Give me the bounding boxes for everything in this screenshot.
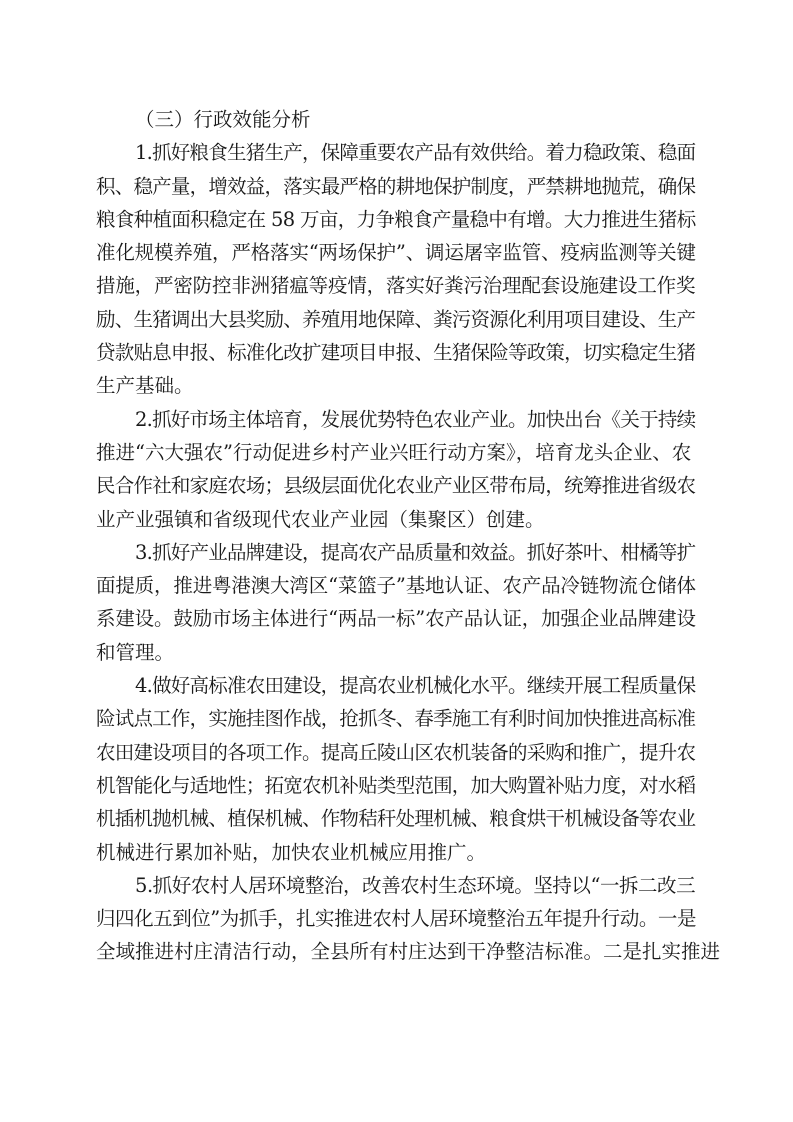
paragraph-line: 措施，严密防控非洲猪瘟等疫情，落实好粪污治理配套设施建设工作奖 [96,274,696,298]
paragraph-list [96,136,721,968]
paragraph-line: 全域推进村庄清洁行动，全县所有村庄达到干净整洁标准。二是扎实推进 [96,940,721,964]
paragraph-line: 民合作社和家庭农场；县级层面优化农业产业区带布局，统筹推进省级农 [96,474,696,498]
paragraph-line: 机智能化与适地性；拓宽农机补贴类型范围，加大购置补贴力度，对水稻 [96,773,696,797]
paragraph-line: 归四化五到位”为抓手，扎实推进农村人居环境整治五年提升行动。一是 [96,907,697,931]
paragraph-line: 和管理。 [96,640,175,664]
paragraph-line: 机插机抛机械、植保机械、作物秸秆处理机械、粮食烘干机械设备等农业 [96,807,696,831]
paragraph-line: 粮食种植面积稳定在 58 万亩，力争粮食产量稳中有增。大力推进生猪标 [96,207,696,231]
body-paragraph [96,403,696,536]
paragraph-line: 1.抓好粮食生猪生产，保障重要农产品有效供给。着力稳政策、稳面 [135,141,696,165]
paragraph-line: 贷款贴息申报、标准化改扩建项目申报、生猪保险等政策，切实稳定生猪 [96,341,696,365]
paragraph-line: 机械进行累加补贴，加快农业机械应用推广。 [96,840,487,864]
body-paragraph [96,136,696,402]
paragraph-line: 积、稳产量，增效益，落实最严格的耕地保护制度，严禁耕地抛荒，确保 [96,174,696,198]
paragraph-line: 5.抓好农村人居环境整治，改善农村生态环境。坚持以“一拆二改三 [135,873,696,897]
paragraph-line: 农田建设项目的各项工作。提高丘陵山区农机装备的采购和推广，提升农 [96,740,696,764]
paragraph-line: 面提质，推进粤港澳大湾区“菜篮子”基地认证、农产品冷链物流仓储体 [96,574,696,598]
paragraph-line: 生产基础。 [96,374,194,398]
body-paragraph [96,869,721,969]
document-body [96,103,721,969]
paragraph-line: 4.做好高标准农田建设，提高农业机械化水平。继续开展工程质量保 [135,674,696,698]
paragraph-line: 险试点工作，实施挂图作战，抢抓冬、春季施工有利时间加快推进高标准 [96,707,696,731]
body-paragraph [96,536,696,669]
paragraph-line: 推进“六大强农”行动促进乡村产业兴旺行动方案》，培育龙头企业、农 [96,440,692,464]
body-paragraph [96,669,696,869]
paragraph-line: 系建设。鼓励市场主体进行“两品一标”农产品认证，加强企业品牌建设 [96,607,696,631]
paragraph-line: 准化规模养殖，严格落实“两场保护”、调运屠宰监管、疫病监测等关键 [96,241,696,265]
paragraph-line: 业产业强镇和省级现代农业产业园（集聚区）创建。 [96,507,545,531]
paragraph-line: 3.抓好产业品牌建设，提高农产品质量和效益。抓好茶叶、柑橘等扩 [135,540,696,564]
section-heading: （三）行政效能分析 [135,108,311,131]
paragraph-line: 2.抓好市场主体培育，发展优势特色农业产业。加快出台《关于持续 [135,407,696,431]
paragraph-line: 励、生猪调出大县奖励、养殖用地保障、粪污资源化利用项目建设、生产 [96,307,696,331]
